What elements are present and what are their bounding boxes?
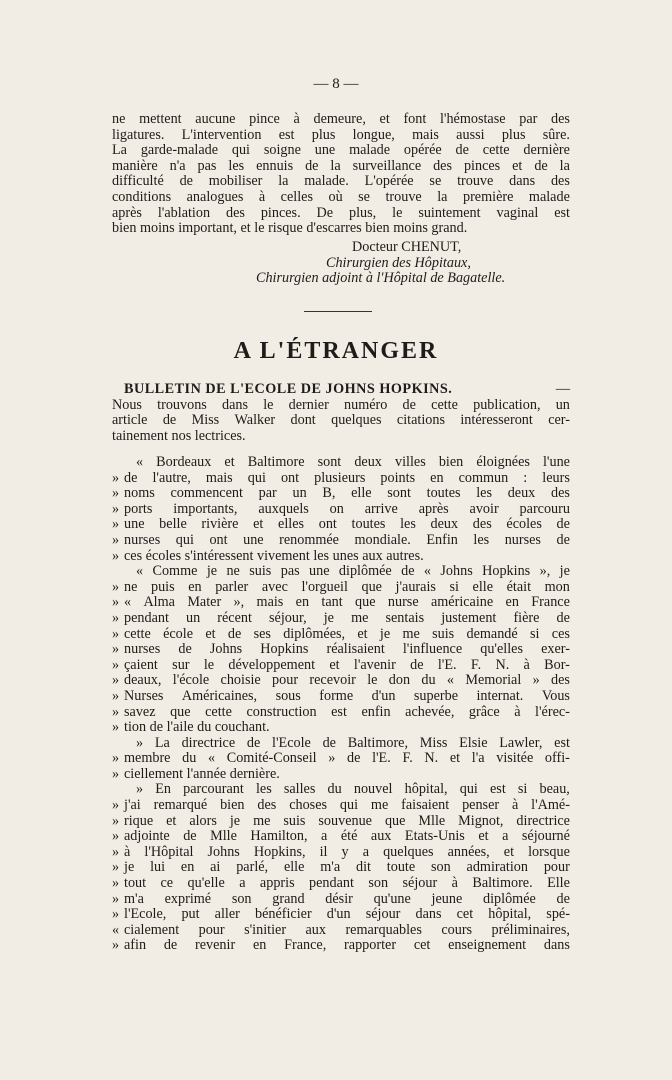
quote-mark: » xyxy=(112,531,120,548)
quote-mark: » xyxy=(112,906,120,923)
signature-block xyxy=(112,240,570,287)
quote-mark: » xyxy=(112,500,120,517)
quote-mark xyxy=(112,782,124,798)
quote-line xyxy=(112,845,570,861)
signature-title-2: Chirurgien adjoint à l'Hôpital de Bagatelle. xyxy=(256,270,506,287)
quote-mark: » xyxy=(112,656,120,673)
quote-text: j'ai remarqué bien des choses qui me faisaient penser à l'Amé- xyxy=(124,797,570,814)
quote-line xyxy=(112,892,570,908)
bulletin-heading-line xyxy=(112,382,570,398)
quote-text: » La directrice de l'Ecole de Baltimore, Miss Elsie Lawler, est xyxy=(136,734,570,751)
quote-line xyxy=(112,876,570,892)
quote-mark: » xyxy=(112,875,120,892)
text-line: difficulté de mobiliser la malade. L'opérée se trouve dans des xyxy=(112,173,570,190)
quote-line xyxy=(112,705,570,721)
quote-line xyxy=(112,782,570,798)
quote-text: » En parcourant les salles du nouvel hôpital, qui est si beau, xyxy=(136,781,570,798)
quote-text: membre du « Comité-Conseil » de l'E. F. N. et l'a visitée offi- xyxy=(124,750,570,767)
quote-line xyxy=(112,533,570,549)
quote-line xyxy=(112,689,570,705)
quote-mark xyxy=(112,455,124,471)
quote-text: tout ce qu'elle a appris pendant son séjour à Baltimore. Elle xyxy=(124,875,570,892)
quote-text: « Alma Mater », mais en tant que nurse américaine en France xyxy=(124,594,570,611)
quote-mark: » xyxy=(112,594,120,611)
quote-line xyxy=(112,829,570,845)
quote-line xyxy=(112,798,570,814)
quote-text: afin de revenir en France, rapporter cet enseignement dans xyxy=(124,937,570,954)
quote-mark: » xyxy=(112,937,120,954)
quote-mark: » xyxy=(112,843,120,860)
text-line: La garde-malade qui soigne une malade opérée de cette dernière xyxy=(112,142,570,159)
quote-line xyxy=(112,517,570,533)
quote-line xyxy=(112,767,570,783)
quote-text: ne puis en parler avec l'orgueil que j'aurais si elle était mon xyxy=(124,578,570,595)
quote-text: rique et alors je me suis souvenue que Mlle Mignot, directrice xyxy=(124,812,570,829)
quote-line xyxy=(112,907,570,923)
text-line: Nous trouvons dans le dernier numéro de cette publication, un xyxy=(112,396,570,413)
signature-name: Docteur CHENUT, xyxy=(352,239,462,255)
bulletin-paragraph xyxy=(112,382,570,444)
quote-mark: « xyxy=(112,921,120,938)
quote-line xyxy=(112,611,570,627)
quote-mark: » xyxy=(112,578,120,595)
quotation xyxy=(112,455,570,954)
quote-text: savez que cette construction est enfin achevée, grâce à l'érec- xyxy=(124,703,570,720)
quote-mark: » xyxy=(112,672,120,689)
quote-line xyxy=(112,736,570,752)
signature-title-1: Chirurgien des Hôpitaux, xyxy=(326,254,471,271)
quote-line xyxy=(112,486,570,502)
quote-line xyxy=(112,923,570,939)
quote-line xyxy=(112,814,570,830)
quote-text: cette école et de ses diplômées, et je me suis demandé si ces xyxy=(124,625,570,642)
quote-line xyxy=(112,658,570,674)
bulletin-heading-dash: — xyxy=(555,381,570,397)
quote-line xyxy=(112,673,570,689)
quote-line xyxy=(112,595,570,611)
quote-mark: » xyxy=(112,890,120,907)
quote-text: pendant un récent séjour, je me sentais justement fière de xyxy=(124,609,570,626)
quote-line xyxy=(112,627,570,643)
quote-line xyxy=(112,751,570,767)
bulletin-heading: BULLETIN DE L'ECOLE DE JOHNS HOPKINS. xyxy=(124,381,453,397)
quote-line xyxy=(112,471,570,487)
quote-text: « Comme je ne suis pas une diplômée de « Johns Hopkins », je xyxy=(136,563,570,580)
text-line: ne mettent aucune pince à demeure, et font l'hémostase par des xyxy=(112,111,570,127)
quote-text: nurses qui ont une renommée mondiale. Enfin les nurses de xyxy=(124,531,570,548)
quote-mark: » xyxy=(112,765,120,782)
quote-text: m'a exprimé son grand désir qu'une jeune diplômée de xyxy=(124,890,570,907)
quote-mark: » xyxy=(112,812,120,829)
quote-line xyxy=(112,860,570,876)
quote-text: ports importants, auxquels on arrive après avoir parcouru xyxy=(124,500,570,517)
quote-mark: » xyxy=(112,687,120,704)
quote-mark: » xyxy=(112,609,120,626)
quote-text: je lui en ai parlé, elle m'a dit toute son admiration pour xyxy=(124,859,570,876)
quote-line xyxy=(112,502,570,518)
intro-paragraph xyxy=(112,112,570,237)
quote-text: Nurses Américaines, sous forme d'un superbe internat. Vous xyxy=(124,687,570,704)
text-line: bien moins important, et le risque d'escarres bien moins grand. xyxy=(112,220,468,237)
quote-text: l'Ecole, put aller bénéficier d'un séjour dans cet hôpital, spé- xyxy=(124,906,570,923)
quote-text: ces écoles s'intéressent vivement les unes aux autres. xyxy=(124,547,424,564)
quote-text: de l'autre, mais qui ont plusieurs points en commun : leurs xyxy=(124,469,570,486)
quote-mark: » xyxy=(112,859,120,876)
text-line: après l'ablation des pinces. De plus, le suintement vaginal est xyxy=(112,204,570,221)
quote-line xyxy=(112,455,570,471)
quote-text: deaux, l'école choisie pour recevoir le don du « Memorial » des xyxy=(124,672,570,689)
quote-mark xyxy=(112,564,124,580)
quote-text: « Bordeaux et Baltimore sont deux villes bien éloignées l'une xyxy=(136,454,570,470)
quote-text: cialement pour s'initier aux remarquables cours préliminaires, xyxy=(124,921,570,938)
section-divider xyxy=(304,311,372,312)
quote-mark: » xyxy=(112,625,120,642)
quote-line xyxy=(112,938,570,954)
quote-line xyxy=(112,642,570,658)
page-number: — 8 — xyxy=(313,76,359,92)
quote-text: adjointe de Mlle Hamilton, a été aux Etats-Unis et a séjourné xyxy=(124,828,570,845)
quote-line xyxy=(112,720,570,736)
quote-line xyxy=(112,564,570,580)
quote-text: çaient sur le développement et l'avenir de l'E. F. N. à Bor- xyxy=(124,656,570,673)
quote-mark: » xyxy=(112,469,120,486)
quote-text: noms commencent par un B, elle sont toutes les deux des xyxy=(124,485,570,502)
quote-mark: » xyxy=(112,797,120,814)
quote-mark: » xyxy=(112,750,120,767)
quote-mark: » xyxy=(112,828,120,845)
quote-mark: » xyxy=(112,641,120,658)
quote-text: une belle rivière et elles ont toutes les deux des écoles de xyxy=(124,516,570,533)
text-line: manière n'a pas les ennuis de la surveillance des pinces et de la xyxy=(112,157,570,174)
text-line: conditions analogues à celles où se trouve la première malade xyxy=(112,188,570,205)
text-line: article de Miss Walker dont quelques citations intéresseront cer- xyxy=(112,412,570,429)
quote-text: nurses de Johns Hopkins réalisaient l'influence qu'elles exer- xyxy=(124,641,570,658)
text-line: ligatures. L'intervention est plus longue, mais aussi plus sûre. xyxy=(112,126,570,143)
quote-text: tion de l'aile du couchant. xyxy=(124,719,270,736)
text-line: tainement nos lectrices. xyxy=(112,427,246,444)
quote-line xyxy=(112,580,570,596)
quote-mark xyxy=(112,736,124,752)
quote-mark: » xyxy=(112,703,120,720)
quote-mark: » xyxy=(112,719,120,736)
section-title: A L'ÉTRANGER xyxy=(233,338,439,364)
quote-mark: » xyxy=(112,547,120,564)
quote-mark: » xyxy=(112,516,120,533)
quote-mark: » xyxy=(112,485,120,502)
quote-text: ciellement l'année dernière. xyxy=(124,765,280,782)
quote-line xyxy=(112,549,570,565)
quote-text: à l'Hôpital Johns Hopkins, il y a quelques années, et lorsque xyxy=(124,843,570,860)
